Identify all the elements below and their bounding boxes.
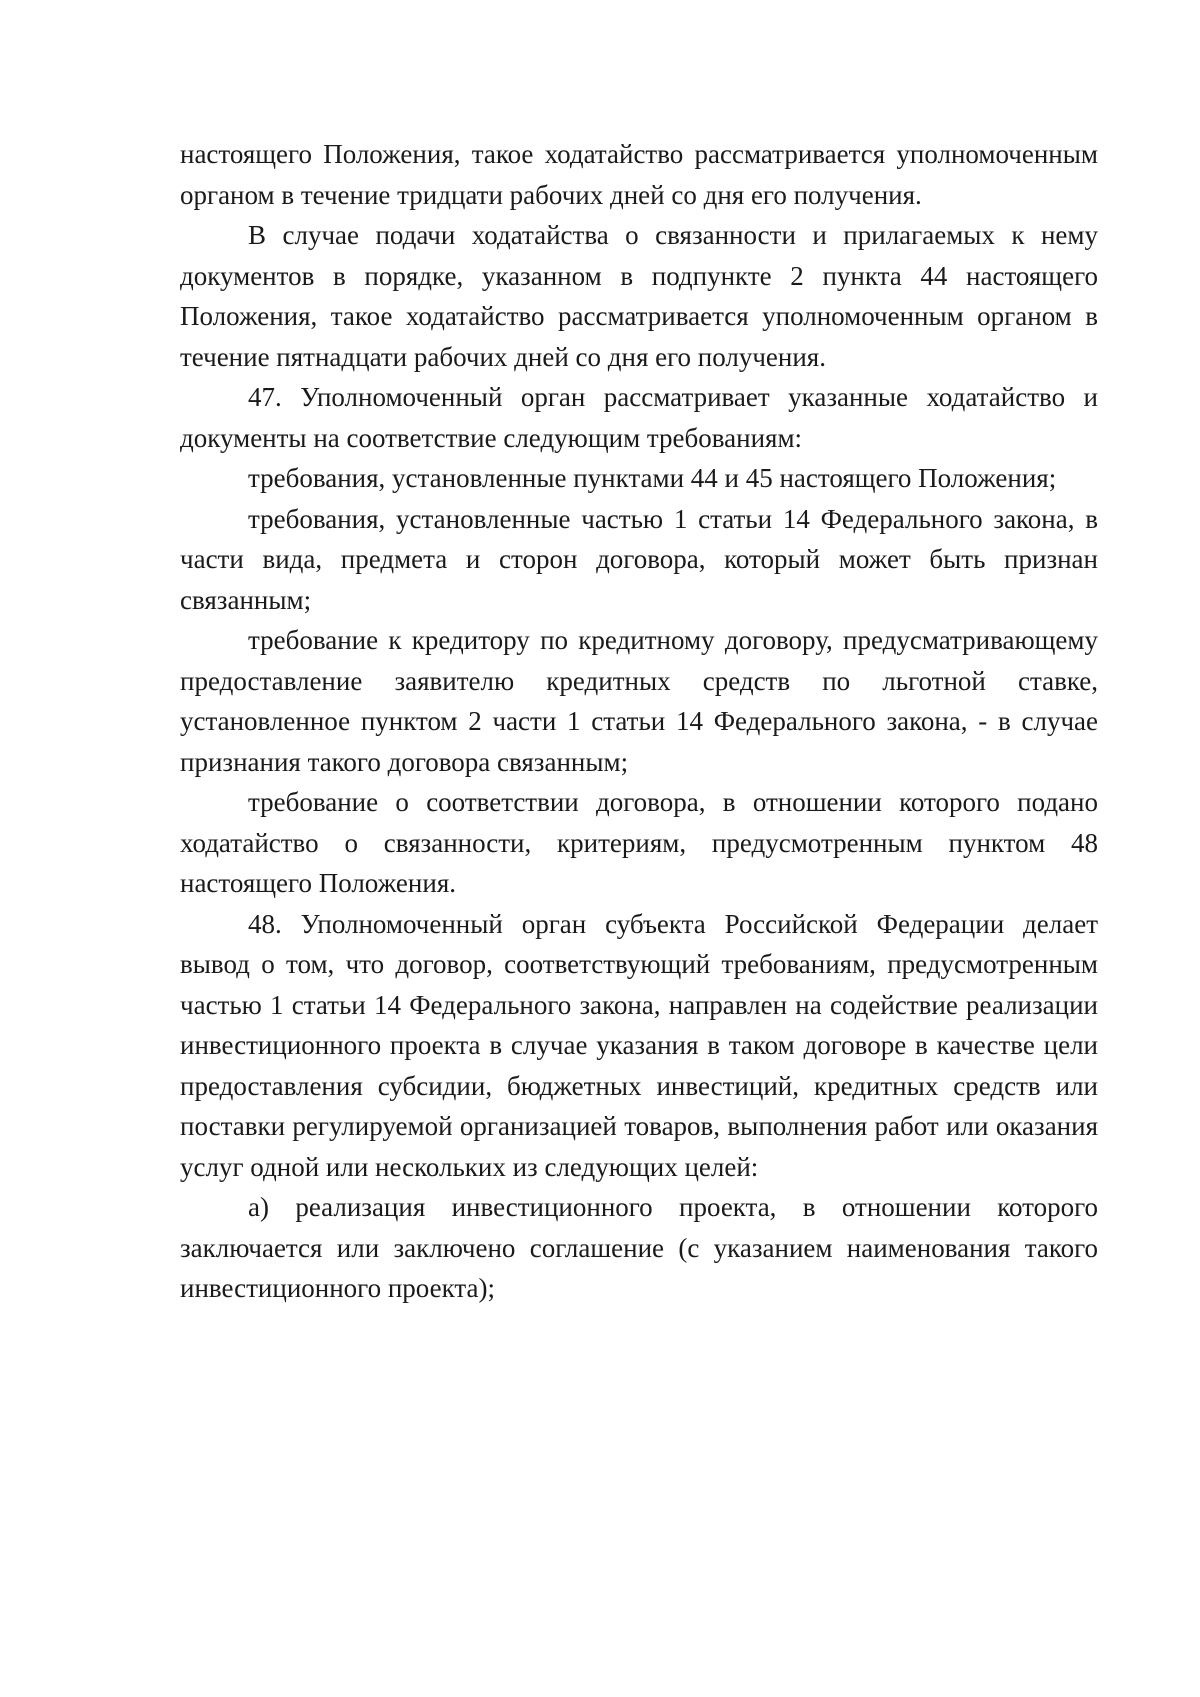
paragraph-item-47: 47. Уполномоченный орган рассматривает указанные ходатайство и документы на соответствие следующим требованиям:: [180, 382, 1098, 453]
paragraph-requirement-3: требование к кредитору по кредитному договору, предусматривающему предоставление заявителю кредитных средств по льготной ставке, установленное пунктом 2 части 1 статьи 14 Федерального закона, - в случае признания такого договора связанным;: [180, 625, 1098, 777]
paragraph-continuation: настоящего Положения, такое ходатайство рассматривается уполномоченным органом в течение тридцати рабочих дней со дня его получения.: [180, 139, 1098, 210]
paragraph-requirement-4: требование о соответствии договора, в отношении которого подано ходатайство о связанности, критериям, предусмотренным пунктом 48 настоящего Положения.: [180, 787, 1098, 898]
paragraph-subitem-a: а) реализация инвестиционного проекта, в отношении которого заключается или заключено соглашение (с указанием наименования такого инвестиционного проекта);: [180, 1192, 1098, 1303]
paragraph-requirement-1: требования, установленные пунктами 44 и 45 настоящего Положения;: [248, 463, 1057, 493]
document-body: [180, 134, 1098, 1309]
paragraph-item-48: 48. Уполномоченный орган субъекта Российской Федерации делает вывод о том, что договор, соответствующий требованиям, предусмотренным частью 1 статьи 14 Федерального закона, направлен на содействие реализации инвестиционного проекта в случае указания в таком договоре в качестве цели предоставления субсидии, бюджетных инвестиций, кредитных средств или поставки регулируемой организацией товаров, выполнения работ или оказания услуг одной или нескольких из следующих целей:: [180, 908, 1098, 1182]
paragraph-requirement-2: требования, установленные частью 1 статьи 14 Федерального закона, в части вида, предмета и сторон договора, который может быть признан связанным;: [180, 503, 1098, 615]
paragraph-filing-procedure: В случае подачи ходатайства о связанности и прилагаемых к нему документов в порядке, указанном в подпункте 2 пункта 44 настоящего Положения, такое ходатайство рассматривается уполномоченным органом в течение пятнадцати рабочих дней со дня его получения.: [180, 220, 1098, 372]
